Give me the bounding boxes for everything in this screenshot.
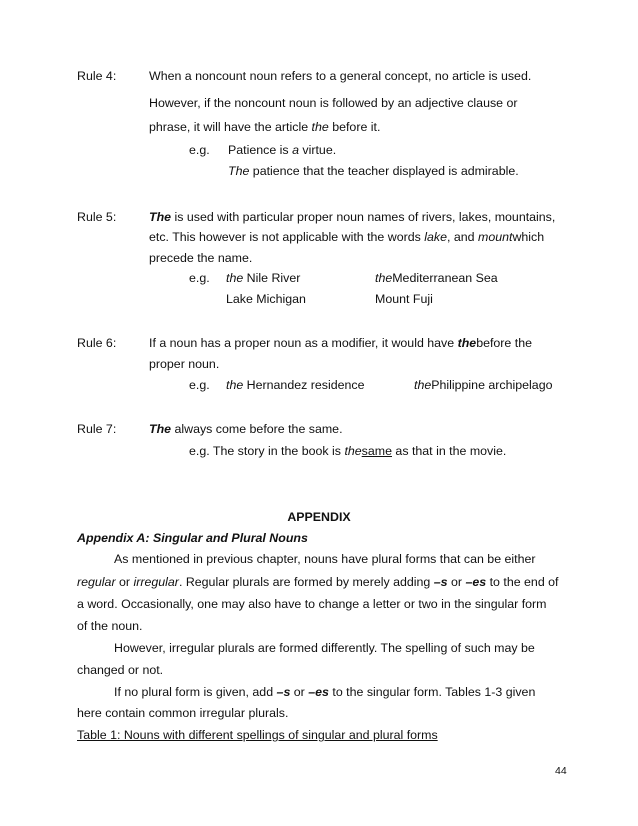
rule-6-eg: e.g.: [189, 378, 210, 392]
rule-5-example-mediterranean: theMediterranean Sea: [375, 271, 498, 285]
rule-5-label: Rule 5:: [77, 210, 117, 224]
rule-7-example: e.g. The story in the book is thesame as that in the movie.: [189, 444, 507, 458]
appendix-p2-line-1: However, irregular plurals are formed differently. The spelling of such may be: [114, 641, 535, 655]
rule-4-line-3: phrase, it will have the article the before it.: [149, 120, 381, 134]
rule-5-eg: e.g.: [189, 271, 210, 285]
rule-7-line-1: The always come before the same.: [149, 422, 343, 436]
rule-6-label: Rule 6:: [77, 336, 117, 350]
rule-6-example-philippine: thePhilippine archipelago: [414, 378, 553, 392]
rule-5-example-michigan: Lake Michigan: [226, 292, 306, 306]
appendix-p2-line-2: changed or not.: [77, 663, 164, 677]
rule-5-line-3: precede the name.: [149, 251, 253, 265]
appendix-p1-line-4: of the noun.: [77, 619, 143, 633]
rule-5-example-nile: the Nile River: [226, 271, 301, 285]
appendix-p1-line-2: regular or irregular. Regular plurals are formed by merely adding –s or –es to the end of: [77, 575, 559, 589]
rule-4-label: Rule 4:: [77, 69, 117, 83]
appendix-p1-line-3: a word. Occasionally, one may also have to change a letter or two in the singular form: [77, 597, 547, 611]
rule-4-line-1: When a noncount noun refers to a general concept, no article is used.: [149, 69, 532, 83]
rule-6-line-2: proper noun.: [149, 357, 220, 371]
rule-5-example-fuji: Mount Fuji: [375, 292, 433, 306]
appendix-a-subheading: Appendix A: Singular and Plural Nouns: [77, 531, 308, 545]
appendix-heading: APPENDIX: [287, 510, 351, 524]
rule-4-example-1: Patience is a virtue.: [228, 143, 337, 157]
appendix-p3-line-1: If no plural form is given, add –s or –es to the singular form. Tables 1-3 given: [114, 685, 536, 699]
appendix-p1-line-1: As mentioned in previous chapter, nouns have plural forms that can be either: [114, 552, 536, 566]
rule-4-eg: e.g.: [189, 143, 210, 157]
rule-5-line-2: etc. This however is not applicable with the words lake, and mountwhich: [149, 230, 545, 244]
appendix-p3-line-2: here contain common irregular plurals.: [77, 706, 289, 720]
table-1-caption: Table 1: Nouns with different spellings of singular and plural forms: [77, 728, 438, 742]
page-number: 44: [555, 765, 567, 777]
rule-5-line-1: The is used with particular proper noun names of rivers, lakes, mountains,: [149, 210, 556, 224]
rule-4-line-2: However, if the noncount noun is followed by an adjective clause or: [149, 96, 518, 110]
rule-6-line-1: If a noun has a proper noun as a modifier, it would have thebefore the: [149, 336, 532, 350]
rule-4-example-2: The patience that the teacher displayed is admirable.: [228, 164, 519, 178]
rule-7-label: Rule 7:: [77, 422, 117, 436]
rule-6-example-hernandez: the Hernandez residence: [226, 378, 365, 392]
